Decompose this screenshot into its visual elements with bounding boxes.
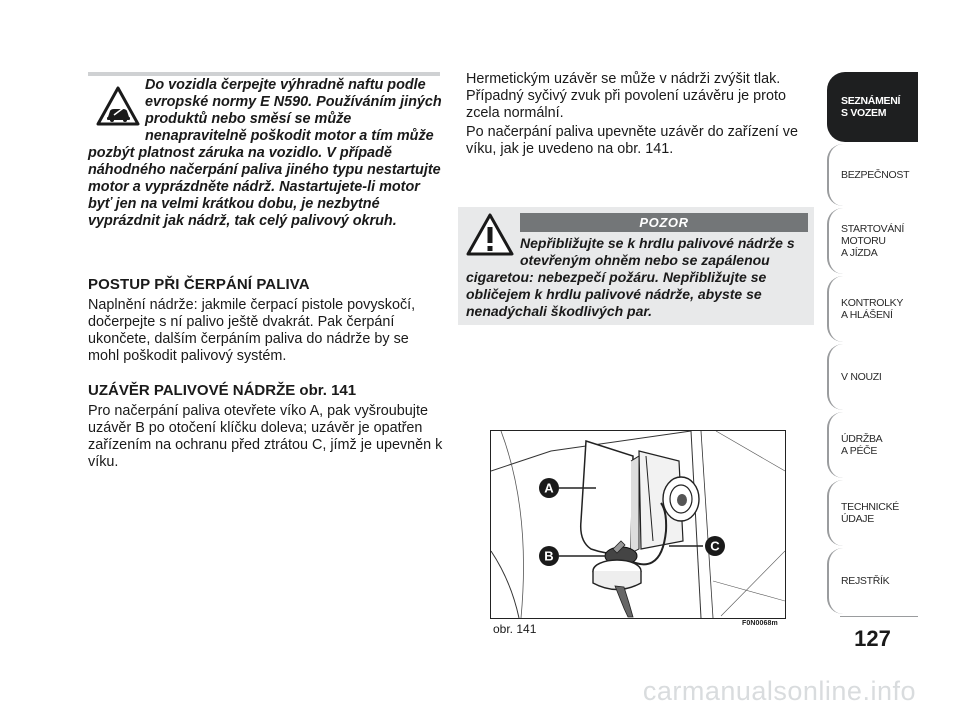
- fuel-cap-illustration: [491, 431, 785, 618]
- tab-bezpecnost[interactable]: BEZPEČNOST: [827, 144, 918, 206]
- label-a: A: [544, 480, 554, 496]
- figure-code: F0N0068m: [742, 620, 778, 627]
- figure-caption: obr. 141: [493, 622, 537, 636]
- label-c: C: [710, 538, 720, 554]
- pressure-paragraph: Hermetickým uzávěr se může v nádrži zvýšit tlak. Případný syčivý zvuk při povolení uzávěru je proto zcela normální.: [466, 71, 786, 121]
- diesel-fuel-note-text: Do vozidla čerpejte výhradně naftu podle evropské normy E N590. Používáním jiných produktů nebo směsí se může nenapravitelně poškodit motor a tím může pozbýt platnost záruka na vozidlo. V případě náhodného načerpání paliva jiného typu nestartujte motor a vyprázdněte nádrž. Nastartujete-li motor byť jen na velmi krátkou dobu, je nezbytné vyprázdnit jak nádrž, tak celý palivový okruh.: [88, 77, 442, 229]
- tabs-bottom-divider: [840, 616, 918, 617]
- label-c-marker: [705, 536, 725, 556]
- fuel-cap-heading: [88, 382, 356, 399]
- tab-startovani[interactable]: STARTOVÁNÍ MOTORU A JÍZDA: [827, 208, 918, 274]
- warning-title: POZOR: [520, 213, 808, 232]
- cap-fastening-paragraph: Po načerpání paliva upevněte uzávěr do zařízení ve víku, jak je uvedeno na obr. 141.: [466, 124, 798, 157]
- diesel-fuel-note: [88, 77, 446, 230]
- tab-kontrolky[interactable]: KONTROLKY A HLÁŠENÍ: [827, 276, 918, 342]
- page-number: 127: [854, 626, 891, 651]
- label-a-marker: [539, 478, 559, 498]
- refuelling-procedure-text: Naplnění nádrže: jakmile čerpací pistole povyskočí, dočerpejte s ní palivo ještě dvakrát. Pak čerpání ukončete, dalším čerpáním paliva do nádrže by se mohl poškodit palivový systém.: [88, 297, 416, 364]
- label-b-marker: [539, 546, 559, 566]
- fuel-cap-text: Pro načerpání paliva otevřete víko A, pak vyšroubujte uzávěr B po otočení klíčku doleva; uzávěr je opatřen zařízením na ochranu před ztrátou C, jímž je upevněn k víku.: [88, 403, 443, 470]
- warning-text: [466, 235, 808, 320]
- tab-v-nouzi[interactable]: V NOUZI: [827, 344, 918, 410]
- refuelling-procedure-heading: POSTUP PŘI ČERPÁNÍ PALIVA: [88, 276, 310, 293]
- tab-udrzba[interactable]: ÚDRŽBA A PÉČE: [827, 412, 918, 478]
- tab-rejstrik[interactable]: REJSTŘÍK: [827, 548, 918, 614]
- fuel-cap-heading-title: UZÁVĚR PALIVOVÉ NÁDRŽE: [88, 382, 296, 399]
- note-top-rule: [88, 72, 440, 76]
- label-b: B: [544, 548, 554, 564]
- fuel-cap-figure-ref: obr. 141: [299, 382, 357, 399]
- warning-text-body: Nepřibližujte se k hrdlu palivové nádrže s otevřeným ohněm nebo se zapálenou cigaretou: nebezpečí požáru. Nepřibližujte se obličejem k hrdlu palivové nádrže, abyste se nenadýchali škodlivých par.: [466, 235, 795, 319]
- tab-technicke-udaje[interactable]: TECHNICKÉ ÚDAJE: [827, 480, 918, 546]
- tab-seznameni[interactable]: SEZNÁMENÍ S VOZEM: [827, 72, 918, 142]
- watermark: carmanualsonline.info: [642, 676, 916, 706]
